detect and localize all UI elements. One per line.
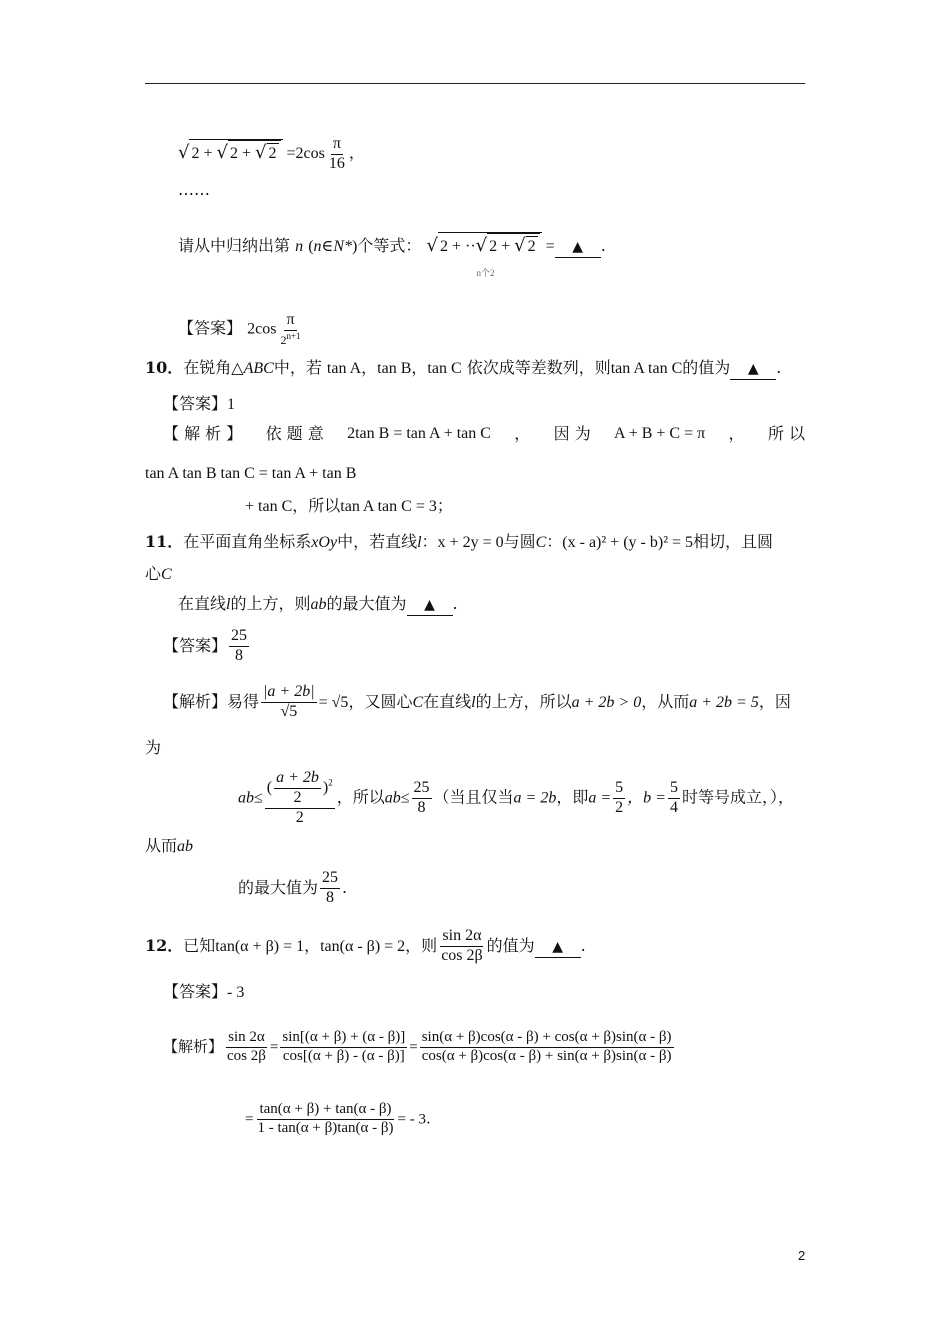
q12-frac-1: $\frac{\sin 2\alpha}{\cos 2\beta}$ <box>227 1029 266 1064</box>
q11-answer: 【答案】 $\frac{25}{8}$ <box>163 627 248 664</box>
q11-answer-fraction: $\frac{25}{8}$ <box>231 627 248 664</box>
p9-comma: ， <box>348 144 365 162</box>
triangle-icon: ▲ <box>572 239 584 255</box>
q11-nested-fraction: ( $\frac{a + 2b}{2}$ )$^2$ 2 <box>266 769 333 826</box>
q12-analysis-line1: 【解析】 $\frac{\sin 2\alpha}{\cos 2\beta}$ = $\frac{\sin[(\alpha + \beta) + (\alpha - \beta)]}{\cos[(\alpha + \beta) - (\alpha - \beta)]}$ = $\frac{\sin(\alpha + \beta)\cos(\alpha - \beta) + \cos(\alpha + \beta)\sin(\alpha - \beta)}{\cos(\alpha + \beta)\cos(\alpha - \beta) + \sin(\alpha + \beta)\sin(\alpha - \beta)}$ <box>163 1029 672 1064</box>
p9-formula-line: √ 2 + √ 2 + √ 2 =2cos $\frac{\pi}{16}$ ， <box>178 135 365 172</box>
q11-statement-line3: 在直线l的上方，则ab的最大值为 ▲ . <box>178 594 458 616</box>
q11-abs-fraction: $\frac{|a + 2b|}{√5}$ <box>263 683 315 720</box>
q10-analysis-line1: 【 解 析 】 依 题 意 2tan B = tan A + tan C ， 因 为 A + B + C = π ， 所 以 <box>163 424 805 443</box>
q12-question-fraction: $\frac{\sin 2\alpha}{\cos 2\beta}$ <box>441 927 483 964</box>
p9-eq: =2cos <box>286 144 325 162</box>
q12-frac-3: $\frac{\sin(\alpha + \beta)\cos(\alpha - \beta) + \cos(\alpha + \beta)\sin(\alpha - \beta)}{\cos(\alpha + \beta)\cos(\alpha - \beta) + \sin(\alpha + \beta)\sin(\alpha - \beta)}$ <box>421 1029 672 1064</box>
header-rule <box>145 83 805 84</box>
q12-frac-4: $\frac{\tan(\alpha + \beta) + \tan(\alpha - \beta)}{1 - \tan(\alpha + \beta)\tan(\alpha - \beta)}$ <box>257 1101 394 1136</box>
q11-analysis-line4: 从而ab <box>145 836 194 855</box>
q12-statement: 12．已知tan(α + β) = 1，tan(α - β) = 2，则 $\frac{\sin 2\alpha}{\cos 2\beta}$ 的值为 ▲ . <box>145 927 586 964</box>
q11-ab-fraction: $\frac{25}{8}$ <box>413 778 430 816</box>
q11-a-fraction: $\frac{5}{2}$ <box>615 778 624 816</box>
q11-b-fraction: $\frac{5}{4}$ <box>669 778 678 816</box>
q11-answer-blank <box>407 594 453 616</box>
q10-answer: 【答案】1 <box>163 394 236 413</box>
q11-statement-line2: 心C <box>145 564 172 583</box>
q12-answer: 【答案】- 3 <box>163 982 245 1001</box>
triangle-icon: ▲ <box>747 361 759 377</box>
p9-underbrace-note: n个2 <box>476 268 495 278</box>
q12-analysis-line2: = $\frac{\tan(\alpha + \beta) + \tan(\alpha - \beta)}{1 - \tan(\alpha + \beta)\tan(\alpha - \beta)}$ = - 3. <box>245 1101 431 1136</box>
q11-analysis-line5: 的最大值为 $\frac{25}{8}$ . <box>238 869 348 906</box>
p9-nested-radical: √ 2 + ··√ 2 + √ 2 n个2 <box>426 238 545 255</box>
q10-analysis-line2: tan A tan B tan C = tan A + tan B <box>145 465 357 482</box>
q12-answer-blank <box>535 936 581 958</box>
q10-analysis-line3: + tan C，所以tan A tan C = 3； <box>245 496 453 515</box>
q11-analysis-line3: ab≤ ( $\frac{a + 2b}{2}$ )$^2$ 2 ，所以ab≤ $\frac{25}{8}$ （当且仅当a = 2b，即a = $\frac{5}{2}$ ，b = $\frac{5}{4}$ 时等号成立，）， <box>238 769 794 826</box>
p9-fraction: $\frac{\pi}{16}$ <box>328 135 345 172</box>
triangle-icon: ▲ <box>552 938 564 955</box>
triangle-icon: ▲ <box>424 597 435 613</box>
q11-analysis-line1: 【解析】易得 $\frac{|a + 2b|}{√5}$ = √5，又圆心C在直线l的上方，所以a + 2b > 0，从而a + 2b = 5，因 <box>163 683 791 720</box>
q11-statement-line1: 11．在平面直角坐标系xOy中，若直线l：x + 2y = 0与圆C：(x - a)² + (y - b)² = 5相切，且圆 <box>145 532 774 551</box>
p9-ellipsis: …… <box>178 180 210 199</box>
p9-answer-fraction: $\frac{\pi}{2^{n+1}}$ <box>280 311 301 347</box>
q12-frac-2: $\frac{\sin[(\alpha + \beta) + (\alpha - \beta)]}{\cos[(\alpha + \beta) - (\alpha - \beta)]}$ <box>282 1029 406 1064</box>
q11-max-fraction: $\frac{25}{8}$ <box>322 869 339 906</box>
page-number: 2 <box>798 1248 806 1263</box>
q11-analysis-line2: 为 <box>145 738 162 757</box>
q10-statement: 10．在锐角△ABC中，若 tan A，tan B，tan C 依次成等差数列，则tan A tan C的值为 ▲ . <box>145 358 781 380</box>
p9-answer: 【答案】 2cos $\frac{\pi}{2^{n+1}}$ <box>178 311 301 347</box>
p9-question-line: 请从中归纳出第 n (n∈N*)个等式： √ 2 + ··√ 2 + √ 2 n个2 = ▲ . <box>178 232 606 258</box>
q10-answer-blank <box>730 358 776 380</box>
p9-answer-blank <box>555 236 601 258</box>
